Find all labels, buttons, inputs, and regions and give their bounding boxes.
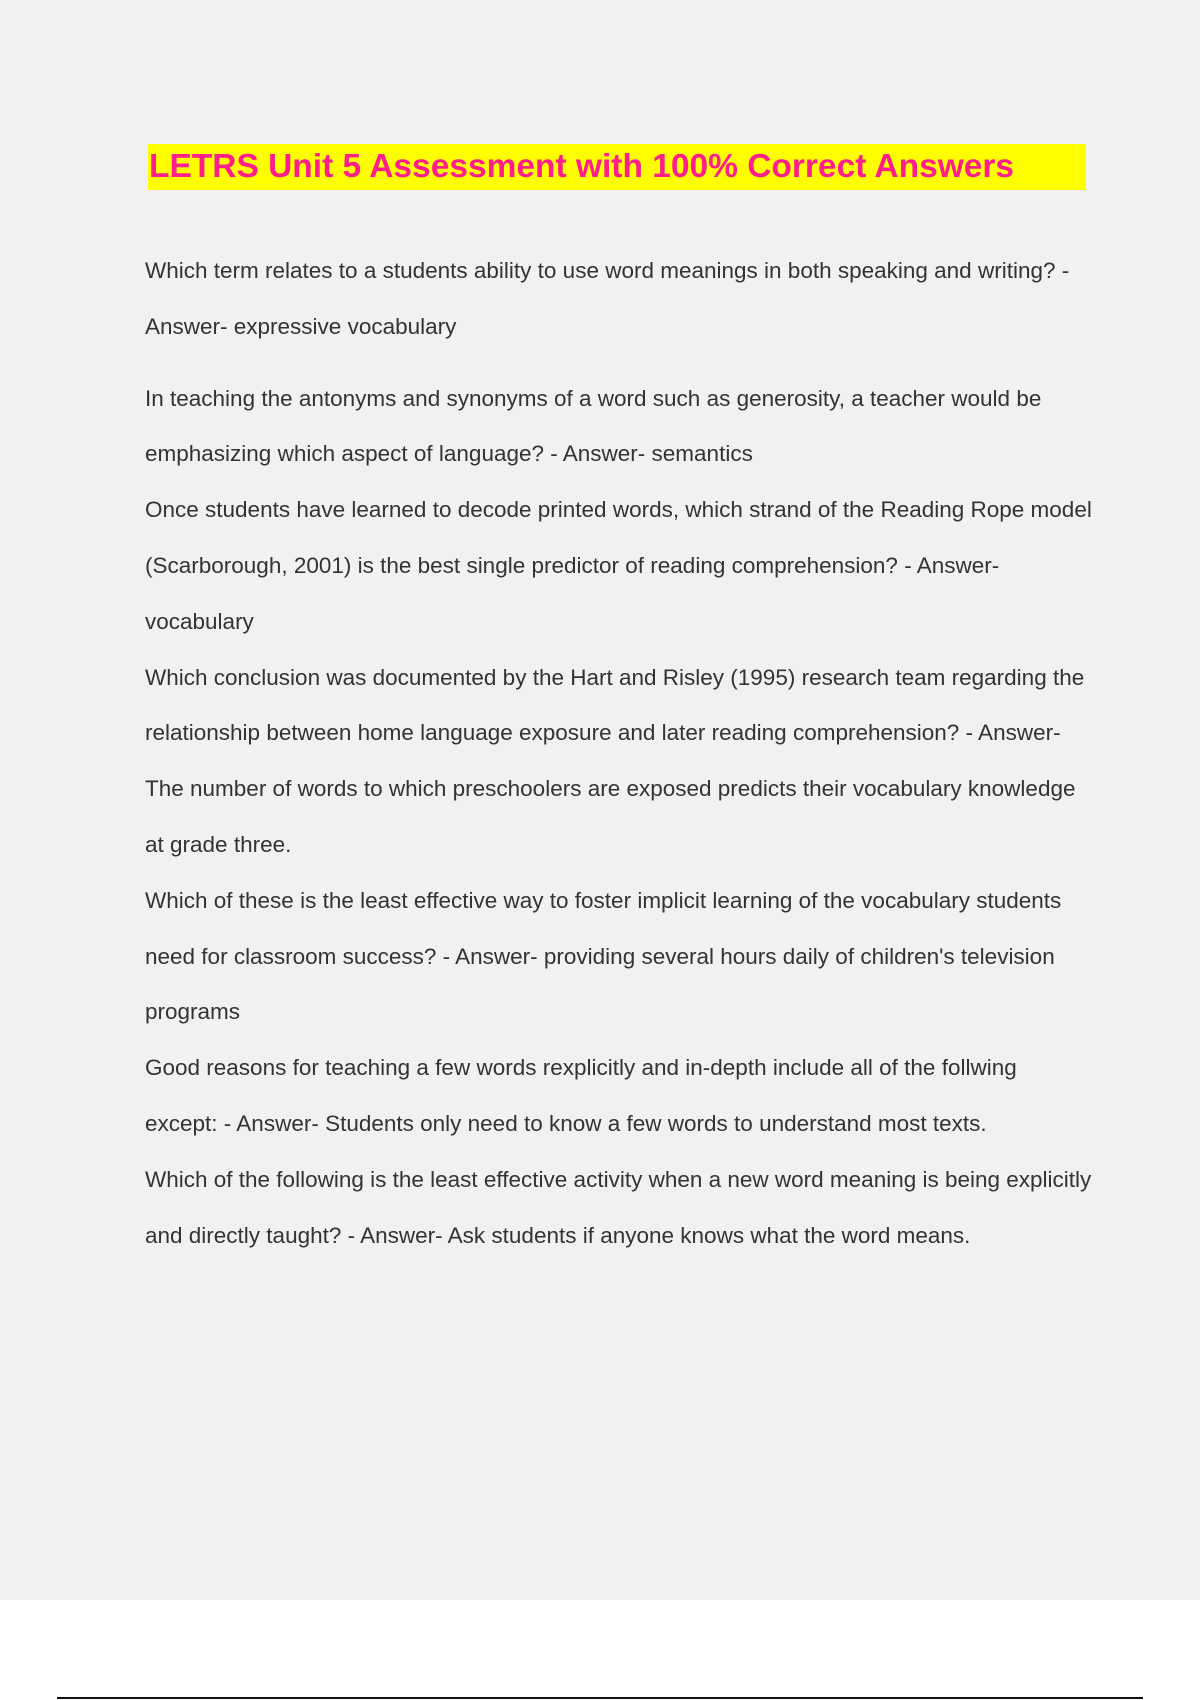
- qa-item: Once students have learned to decode printed words, which strand of the Reading Rope model (Scarborough, 2001) is the best single predictor of reading comprehension? - Answer- vocabulary: [145, 497, 1092, 634]
- qa-list: [145, 243, 1095, 1263]
- footer-divider: [57, 1697, 1143, 1699]
- page-title: LETRS Unit 5 Assessment with 100% Correct Answers: [149, 148, 1015, 185]
- qa-item: In teaching the antonyms and synonyms of a word such as generosity, a teacher would be emphasizing which aspect of language? - Answer- semantics: [145, 385, 1042, 467]
- qa-item: Which of these is the least effective way to foster implicit learning of the vocabulary students need for classroom success? - Answer- providing several hours daily of children's television programs: [145, 887, 1062, 1025]
- qa-item: Which of the following is the least effective activity when a new word meaning is being explicitly and directly taught? - Answer- Ask students if anyone knows what the word means.: [145, 1166, 1092, 1248]
- qa-item: Good reasons for teaching a few words rexplicitly and in-depth include all of the follwing except: - Answer- Students only need to know a few words to understand most texts.: [145, 1055, 1017, 1136]
- qa-item: Which conclusion was documented by the Hart and Risley (1995) research team regarding the relationship between home language exposure and later reading comprehension? - Answer- The number of words to which preschoolers are exposed predicts their vocabulary knowledge at grade three.: [145, 664, 1085, 857]
- qa-item: Which term relates to a students ability to use word meanings in both speaking and writing? - Answer- expressive vocabulary: [145, 258, 1070, 339]
